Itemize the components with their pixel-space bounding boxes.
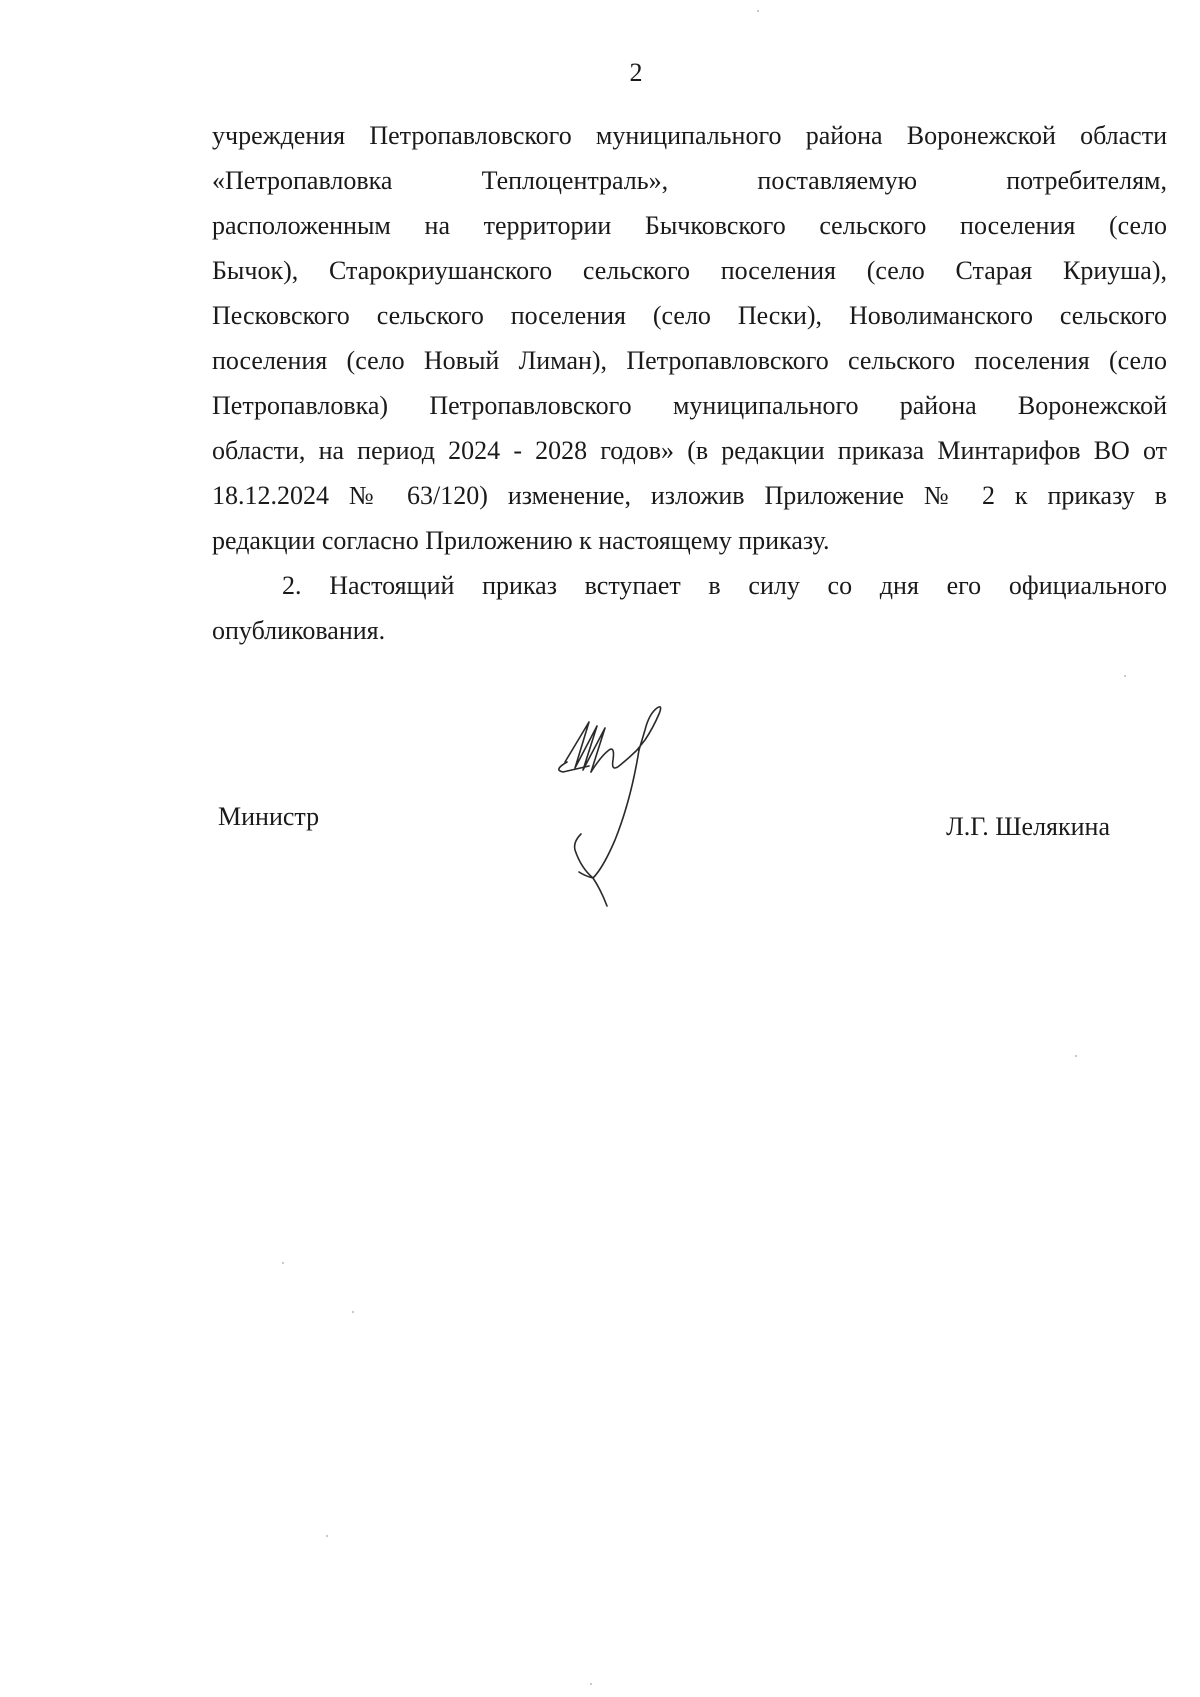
body-line: поселения (село Новый Лиман), Петропавловского сельского поселения (село (212, 346, 1167, 375)
scan-speck (352, 1311, 354, 1313)
body-line: редакции согласно Приложению к настоящему приказу. (212, 526, 830, 555)
scan-speck (757, 10, 759, 12)
body-line: 2. Настоящий приказ вступает в силу со дня его официального (282, 571, 1167, 600)
body-line: «Петропавловка Теплоцентраль», поставляемую потребителям, (212, 166, 1167, 195)
body-line: учреждения Петропавловского муниципального района Воронежской области (212, 121, 1167, 150)
body-line: области, на период 2024 - 2028 годов» (в редакции приказа Минтарифов ВО от (212, 436, 1167, 465)
scan-speck (282, 1262, 284, 1264)
scan-speck (590, 1683, 592, 1685)
body-line: опубликования. (212, 616, 386, 645)
body-line: 18.12.2024 № 63/120) изменение, изложив Приложение № 2 к приказу в (212, 481, 1167, 510)
scan-speck (1075, 1055, 1077, 1057)
handwritten-signature (545, 700, 705, 930)
body-line: Песковского сельского поселения (село Пески), Новолиманского сельского (212, 301, 1167, 330)
signature-block (0, 700, 1200, 950)
body-line: Бычок), Старокриушанского сельского поселения (село Старая Криуша), (212, 256, 1167, 285)
document-body (212, 113, 1167, 653)
scan-speck (1124, 675, 1126, 677)
body-line: Петропавловка) Петропавловского муниципального района Воронежской (212, 391, 1167, 420)
page-number: 2 (629, 58, 643, 87)
signer-name: Л.Г. Шелякина (946, 812, 1110, 841)
body-line: расположенным на территории Бычковского сельского поселения (село (212, 211, 1167, 240)
scan-speck (326, 1535, 328, 1537)
signer-position: Министр (218, 802, 320, 831)
